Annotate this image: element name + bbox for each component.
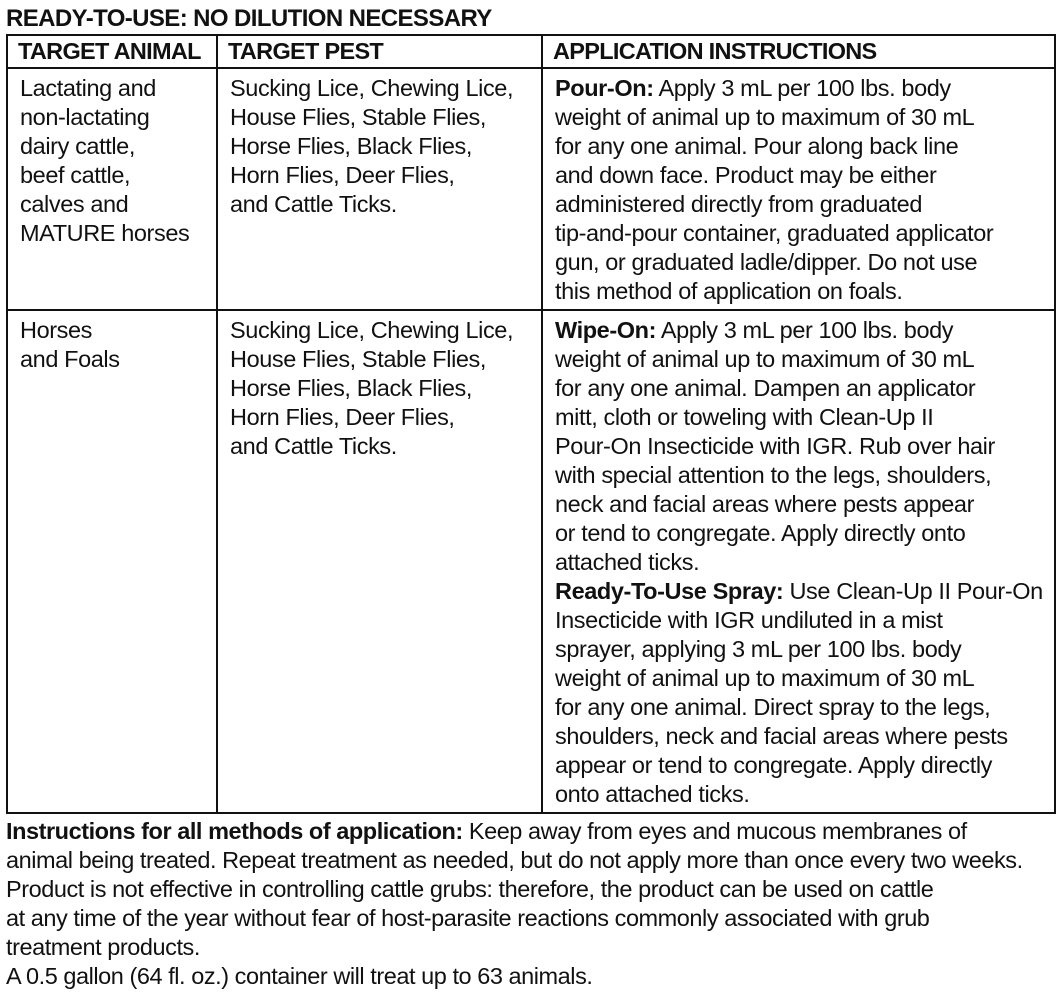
method-title: Pour-On:: [555, 75, 654, 101]
header-target-animal: TARGET ANIMAL: [7, 35, 217, 68]
section-heading: READY-TO-USE: NO DILUTION NECESSARY: [6, 5, 492, 32]
method-text-line: sprayer, applying 3 mL per 100 lbs. body: [555, 636, 962, 662]
method-text-line: or tend to congregate. Apply directly onto: [555, 520, 966, 546]
method-text-line: mitt, cloth or toweling with Clean-Up II: [555, 404, 934, 430]
method-text-line: neck and facial areas where pests appear: [555, 491, 975, 517]
target-pest-line: and Cattle Ticks.: [230, 433, 397, 459]
application-table: [6, 34, 1056, 814]
method-text-line: this method of application on foals.: [555, 278, 903, 304]
method-text-line: Pour-On Insecticide with IGR. Rub over hair: [555, 433, 995, 459]
application-method: [555, 316, 1050, 577]
application-instructions-cell: [542, 68, 1055, 310]
target-pest-line: Sucking Lice, Chewing Lice,: [230, 75, 514, 101]
method-text-line: shoulders, neck and facial areas where pests: [555, 723, 1008, 749]
target-animal-cell: [7, 68, 217, 310]
target-pest-line: Horn Flies, Deer Flies,: [230, 162, 455, 188]
method-text-line: for any one animal. Pour along back line: [555, 133, 959, 159]
method-text-line: appear or tend to congregate. Apply directly: [555, 752, 993, 778]
general-instructions: [6, 817, 1056, 991]
method-text-line: weight of animal up to maximum of 30 mL: [555, 665, 975, 691]
target-pest-line: Horn Flies, Deer Flies,: [230, 404, 455, 430]
application-method: [555, 577, 1050, 809]
method-text-line: gun, or graduated ladle/dipper. Do not use: [555, 249, 978, 275]
target-pest-cell: [217, 68, 542, 310]
application-method: [555, 74, 1050, 306]
target-pest-line: Horse Flies, Black Flies,: [230, 375, 473, 401]
label-section: [6, 4, 1056, 991]
general-instructions-line: Product is not effective in controlling cattle grubs: therefore, the product can be used on cattle: [6, 876, 934, 902]
method-text-line: weight of animal up to maximum of 30 mL: [555, 346, 975, 372]
target-animal-line: dairy cattle,: [20, 133, 135, 159]
target-pest-line: House Flies, Stable Flies,: [230, 346, 487, 372]
method-title: Ready-To-Use Spray:: [555, 578, 784, 604]
header-target-pest: TARGET PEST: [217, 35, 542, 68]
table-header-row: [7, 35, 1055, 68]
method-text-line: Insecticide with IGR undiluted in a mist: [555, 607, 943, 633]
method-text-line: for any one animal. Direct spray to the legs,: [555, 694, 991, 720]
target-animal-line: non-lactating: [20, 104, 150, 130]
target-pest-cell: [217, 310, 542, 813]
method-text-line: tip-and-pour container, graduated applicator: [555, 220, 994, 246]
target-animal-line: Horses: [20, 317, 93, 343]
target-pest-line: House Flies, Stable Flies,: [230, 104, 487, 130]
method-text-line: administered directly from graduated: [555, 191, 923, 217]
table-row: [7, 310, 1055, 813]
method-text-line: with special attention to the legs, shoulders,: [555, 462, 992, 488]
header-application-instructions: APPLICATION INSTRUCTIONS: [542, 35, 1055, 68]
method-text-line: for any one animal. Dampen an applicator: [555, 375, 976, 401]
target-animal-line: calves and: [20, 191, 129, 217]
container-treatment-note: A 0.5 gallon (64 fl. oz.) container will treat up to 63 animals.: [6, 963, 593, 989]
general-instructions-line: treatment products.: [6, 934, 200, 960]
target-pest-line: and Cattle Ticks.: [230, 191, 397, 217]
method-first-line: [555, 577, 1050, 606]
method-first-line: [555, 316, 1050, 345]
general-instructions-first-line: [6, 817, 1056, 846]
application-instructions-cell: [542, 310, 1055, 813]
target-animal-line: and Foals: [20, 346, 120, 372]
method-text-line: and down face. Product may be either: [555, 162, 937, 188]
general-instructions-line: animal being treated. Repeat treatment as needed, but do not apply more than once every two weeks.: [6, 847, 1023, 873]
method-title: Wipe-On:: [555, 317, 657, 343]
target-animal-cell: [7, 310, 217, 813]
target-animal-line: MATURE horses: [20, 220, 190, 246]
general-instructions-title: Instructions for all methods of application:: [6, 818, 463, 844]
method-first-text: Apply 3 mL per 100 lbs. body: [656, 317, 954, 343]
target-pest-line: Sucking Lice, Chewing Lice,: [230, 317, 514, 343]
method-text-line: attached ticks.: [555, 549, 700, 575]
general-instructions-line: at any time of the year without fear of host-parasite reactions commonly associated with grub: [6, 905, 930, 931]
target-animal-line: beef cattle,: [20, 162, 131, 188]
target-animal-line: Lactating and: [20, 75, 156, 101]
method-text-line: onto attached ticks.: [555, 781, 750, 807]
method-first-text: Use Clean-Up II Pour-On: [783, 578, 1043, 604]
method-first-text: Apply 3 mL per 100 lbs. body: [653, 75, 951, 101]
method-text-line: weight of animal up to maximum of 30 mL: [555, 104, 975, 130]
method-first-line: [555, 74, 1050, 103]
general-instructions-first-text: Keep away from eyes and mucous membranes of: [462, 818, 967, 844]
table-row: [7, 68, 1055, 310]
target-pest-line: Horse Flies, Black Flies,: [230, 133, 473, 159]
